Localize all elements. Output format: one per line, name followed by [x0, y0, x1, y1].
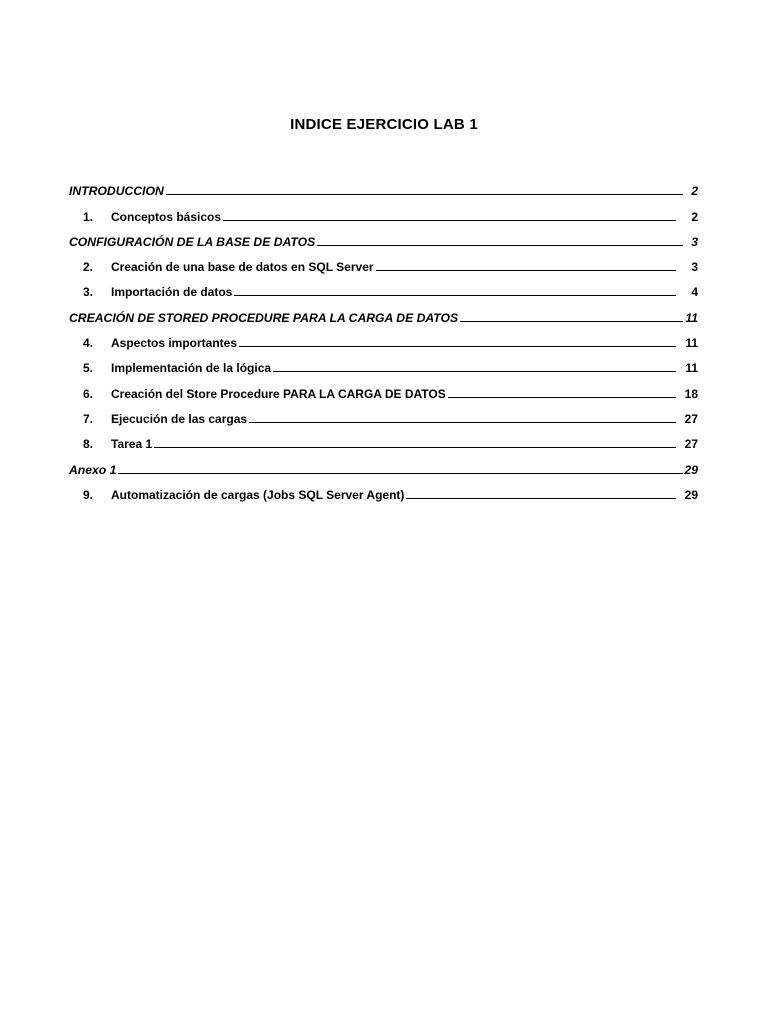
toc-label: Conceptos básicos [111, 209, 222, 224]
toc-number: 8. [83, 437, 94, 452]
toc-leader [166, 194, 683, 195]
toc-label: CONFIGURACIÓN DE LA BASE DE DATOS [69, 234, 316, 249]
toc-leader [234, 295, 676, 296]
toc-page-number: 11 [685, 361, 698, 376]
toc-item-automatizacion-cargas[interactable] [69, 477, 698, 502]
toc-leader [239, 346, 676, 347]
toc-item-creacion-store-procedure[interactable] [69, 375, 698, 400]
toc-section-configuracion[interactable] [69, 224, 698, 249]
toc-item-aspectos-importantes[interactable] [69, 325, 698, 350]
toc-label: Ejecución de las cargas [111, 411, 248, 426]
toc-leader [317, 245, 683, 246]
toc-number: 7. [83, 411, 94, 426]
toc-page-number: 3 [691, 260, 698, 275]
toc-label: Anexo 1 [69, 462, 117, 477]
toc-label: CREACIÓN DE STORED PROCEDURE PARA LA CARGA DE DATOS [69, 310, 459, 325]
toc-number: 6. [83, 386, 94, 401]
toc-leader [273, 371, 676, 372]
toc-page-number: 2 [691, 184, 698, 199]
table-of-contents [69, 173, 698, 502]
toc-page-number: 11 [685, 310, 698, 325]
toc-page-number: 11 [685, 336, 698, 351]
toc-label: Implementación de la lógica [111, 361, 272, 376]
toc-page-number: 29 [684, 462, 698, 477]
toc-leader [406, 498, 676, 499]
toc-label: Importación de datos [111, 285, 233, 300]
toc-page-number: 29 [684, 487, 698, 502]
toc-leader [118, 473, 683, 474]
toc-leader [223, 220, 676, 221]
toc-item-implementacion-logica[interactable] [69, 350, 698, 375]
toc-leader [249, 422, 676, 423]
toc-page-number: 3 [691, 234, 698, 249]
toc-number: 1. [83, 209, 94, 224]
toc-page-number: 27 [684, 437, 698, 452]
toc-label: Creación de una base de datos en SQL Server [111, 260, 374, 275]
toc-item-tarea-1[interactable] [69, 426, 698, 451]
toc-number: 3. [83, 285, 94, 300]
toc-page-number: 18 [684, 386, 698, 401]
toc-leader [376, 270, 676, 271]
toc-number: 5. [83, 361, 94, 376]
toc-item-conceptos-basicos[interactable] [69, 198, 698, 223]
toc-item-ejecucion-cargas[interactable] [69, 401, 698, 426]
toc-number: 2. [83, 260, 94, 275]
toc-label: Creación del Store Procedure PARA LA CARGA DE DATOS [111, 386, 446, 401]
document-title: INDICE EJERCICIO LAB 1 [290, 116, 478, 133]
toc-label: Tarea 1 [111, 437, 153, 452]
toc-section-anexo-1[interactable] [69, 451, 698, 476]
toc-section-stored-procedure[interactable] [69, 299, 698, 324]
toc-page-number: 4 [691, 285, 698, 300]
toc-label: Aspectos importantes [111, 336, 238, 351]
toc-leader [460, 321, 683, 322]
toc-number: 9. [83, 487, 94, 502]
toc-page-number: 2 [691, 209, 698, 224]
toc-leader [154, 447, 676, 448]
toc-label: Automatización de cargas (Jobs SQL Server Agent) [111, 487, 405, 502]
toc-item-creacion-base-datos[interactable] [69, 249, 698, 274]
toc-section-introduccion[interactable] [69, 173, 698, 198]
toc-number: 4. [83, 336, 94, 351]
toc-item-importacion-datos[interactable] [69, 274, 698, 299]
toc-page-number: 27 [684, 411, 698, 426]
toc-leader [448, 397, 676, 398]
toc-label: INTRODUCCION [69, 184, 164, 199]
